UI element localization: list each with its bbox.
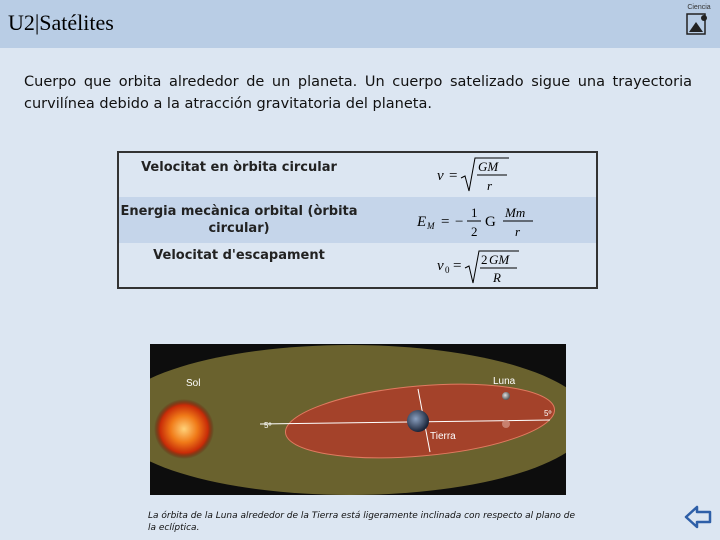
svg-text:v: v — [437, 168, 444, 184]
orbit-illustration — [150, 344, 566, 495]
svg-text:GM: GM — [478, 159, 499, 174]
svg-text:0: 0 — [445, 265, 450, 275]
svg-text:v: v — [437, 258, 444, 274]
formula-row-escape-velocity — [119, 243, 596, 287]
svg-text:2: 2 — [471, 224, 478, 239]
svg-text:=: = — [449, 168, 458, 184]
svg-text:M: M — [427, 221, 435, 231]
circular-velocity-formula — [409, 153, 596, 197]
sun-icon — [154, 399, 214, 459]
formula-label: Velocitat en òrbita circular — [141, 160, 337, 175]
svg-text:1: 1 — [471, 205, 478, 220]
back-button[interactable] — [684, 503, 712, 531]
svg-text:=: = — [441, 214, 450, 230]
figure-caption: La órbita de la Luna alrededor de la Tierra está ligeramente inclinada con respecto al plano de la eclíptica. — [148, 511, 576, 533]
angle-label: 5º — [264, 421, 272, 430]
header-bar — [0, 0, 720, 48]
moon-label: Luna — [493, 376, 516, 387]
page-title: U2|Satélites — [8, 10, 114, 35]
formula-row-circular-velocity — [119, 153, 596, 197]
svg-text:Mm: Mm — [505, 205, 526, 220]
svg-text:R: R — [493, 270, 501, 285]
logo — [684, 4, 714, 38]
orbit-diagram — [150, 344, 566, 495]
svg-text:r: r — [515, 224, 521, 239]
svg-text:G: G — [485, 214, 496, 230]
back-arrow-icon[interactable] — [684, 503, 712, 531]
formula-label: Velocitat d'escapament — [153, 248, 325, 263]
earth-icon — [407, 410, 429, 432]
angle-label: 5º — [544, 409, 552, 418]
svg-text:E: E — [417, 214, 427, 230]
formula-label: Energia mecànica orbital (òrbita circular) — [120, 204, 358, 236]
intro-paragraph: Cuerpo que orbita alrededor de un planeta. Un cuerpo satelizado sigue una trayectoria curvilínea debido a la atracción gravitatoria del planeta. — [24, 74, 692, 112]
moon-icon — [502, 420, 510, 428]
orbital-energy-formula — [409, 197, 596, 243]
formula-table — [117, 151, 598, 289]
svg-text:=: = — [453, 258, 462, 274]
svg-text:r: r — [487, 178, 493, 193]
sun-label: Sol — [186, 378, 201, 389]
svg-text:GM: GM — [489, 252, 510, 267]
svg-text:−: − — [455, 214, 464, 230]
logo-label: Ciencia — [687, 4, 711, 11]
escape-velocity-formula — [409, 243, 596, 287]
moon-icon — [502, 392, 510, 400]
earth-label: Tierra — [430, 431, 456, 442]
svg-text:2: 2 — [481, 252, 488, 267]
formula-row-orbital-energy — [119, 197, 596, 243]
